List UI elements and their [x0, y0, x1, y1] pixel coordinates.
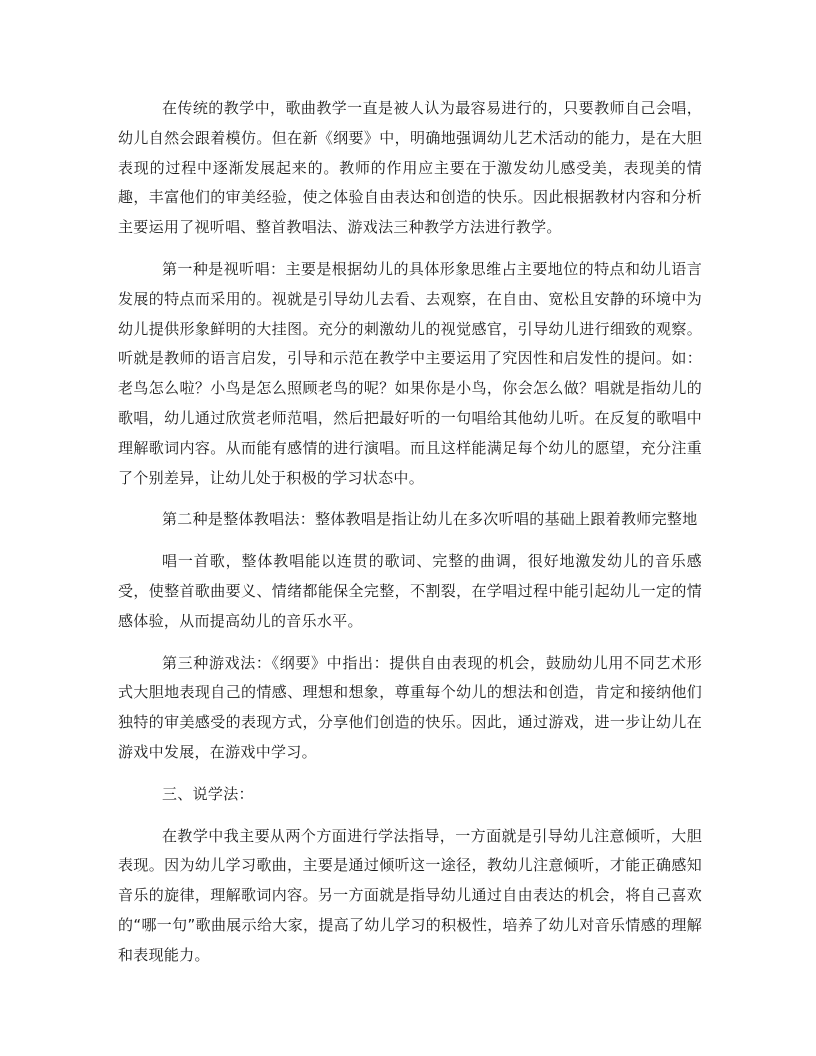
paragraph-method-1: 第一种是视听唱：主要是根据幼儿的具体形象思维占主要地位的特点和幼儿语言发展的特点而采用的。视就是引导幼儿去看、去观察，在自由、宽松且安静的环境中为幼儿提供形象鲜明的大挂图。充分的刺激幼儿的视觉感官，引导幼儿进行细致的观察。听就是教师的语言启发，引导和示范在教学中主要运用了究因性和启发性的提问。如：老鸟怎么啦？小鸟是怎么照顾老鸟的呢？如果你是小鸟，你会怎么做？唱就是指幼儿的歌唱，幼儿通过欣赏老师范唱，然后把最好听的一句唱给其他幼儿听。在反复的歌唱中理解歌词内容。从而能有感情的进行演唱。而且这样能满足每个幼儿的愿望，充分注重了个别差异，让幼儿处于积极的学习状态中。	[118, 259, 702, 487]
section-heading-learning-methods: 三、说学法：	[162, 784, 254, 803]
paragraph-intro: 在传统的教学中，歌曲教学一直是被人认为最容易进行的，只要教师自己会唱，幼儿自然会跟着模仿。但在新《纲要》中，明确地强调幼儿艺术活动的能力，是在大胆表现的过程中逐渐发展起来的。教师的作用应主要在于激发幼儿感受美，表现美的情趣，丰富他们的审美经验，使之体验自由表达和创造的快乐。因此根据教材内容和分析主要运用了视听唱、整首教唱法、游戏法三种教学方法进行教学。	[118, 99, 702, 237]
paragraph-method-2-body: 唱一首歌，整体教唱能以连贯的歌词、完整的曲调，很好地激发幼儿的音乐感受，使整首歌曲要义、情绪都能保全完整，不割裂，在学唱过程中能引起幼儿一定的情感体验，从而提高幼儿的音乐水平。	[118, 552, 702, 630]
paragraph-method-2-heading: 第二种是整体教唱法：整体教唱是指让幼儿在多次听唱的基础上跟着教师完整地	[162, 510, 698, 529]
paragraph-learning-methods: 在教学中我主要从两个方面进行学法指导，一方面就是引导幼儿注意倾听，大胆表现。因为幼儿学习歌曲，主要是通过倾听这一途径，教幼儿注意倾听，才能正确感知音乐的旋律，理解歌词内容。另一方面就是指导幼儿通过自由表达的机会，将自己喜欢的“哪一句”歌曲展示给大家，提高了幼儿学习的积极性，培养了幼儿对音乐情感的理解和表现能力。	[118, 826, 702, 964]
paragraph-method-3: 第三种游戏法：《纲要》中指出：提供自由表现的机会，鼓励幼儿用不同艺术形式大胆地表现自己的情感、理想和想象，尊重每个幼儿的想法和创造，肯定和接纳他们独特的审美感受的表现方式，分享他们创造的快乐。因此，通过游戏，进一步让幼儿在游戏中发展，在游戏中学习。	[118, 653, 702, 761]
document-page	[118, 94, 702, 971]
